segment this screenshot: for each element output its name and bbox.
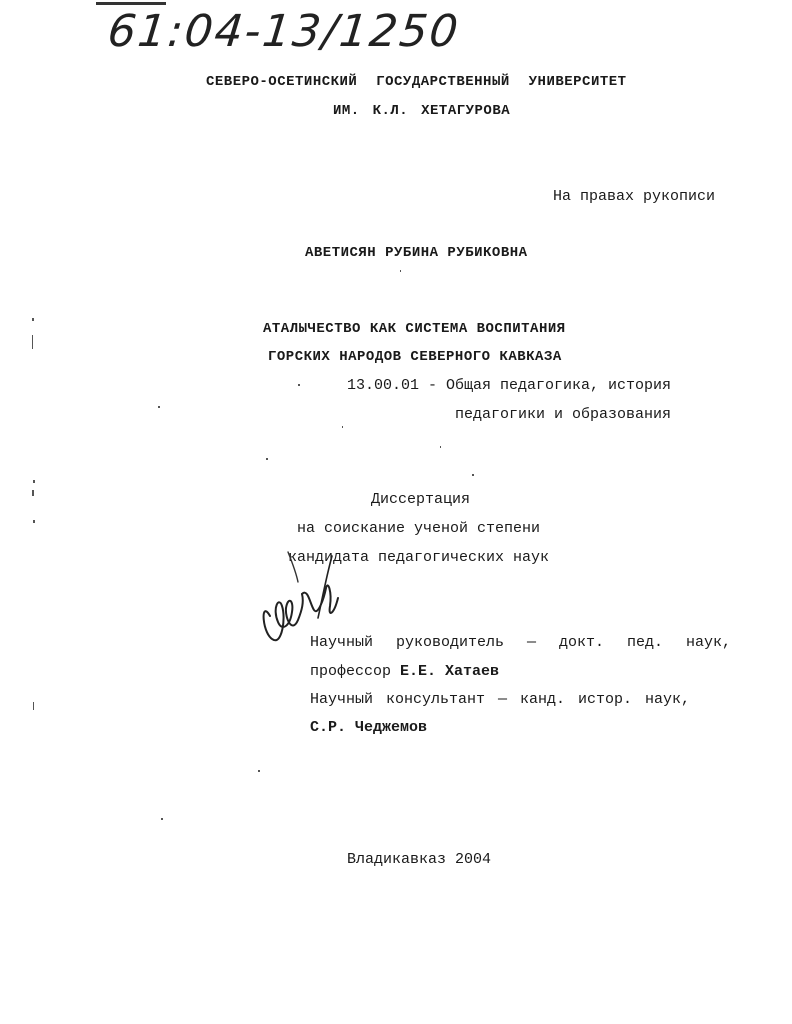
thesis-title-line-2: ГОРСКИХ НАРОДОВ СЕВЕРНОГО КАВКАЗА — [268, 349, 562, 365]
dissertation-type: Диссертация — [371, 491, 471, 508]
supervisor-role: Научный руководитель — докт. пед. наук, — [310, 634, 732, 651]
scan-speck — [32, 335, 33, 349]
thesis-title-line-1: АТАЛЫЧЕСТВО КАК СИСТЕМА ВОСПИТАНИЯ — [263, 321, 566, 337]
supervisor-title: профессор — [310, 663, 392, 680]
scan-speck — [33, 480, 35, 483]
scan-speck — [298, 384, 300, 386]
scan-speck — [266, 458, 268, 460]
pen-stroke-mark — [96, 2, 166, 5]
scan-speck — [33, 702, 34, 710]
author-name: АВЕТИСЯН РУБИНА РУБИКОВНА — [305, 245, 528, 261]
consultant-name: С.Р. Чеджемов — [310, 719, 428, 736]
scan-speck — [342, 426, 343, 428]
scan-speck — [400, 270, 401, 272]
scan-speck — [440, 446, 441, 448]
scan-speck — [32, 318, 34, 321]
specialty-code-line-2: педагогики и образования — [455, 406, 672, 423]
scan-speck — [33, 520, 35, 523]
supervisor-line — [310, 663, 499, 680]
handwritten-catalog-number: 61:04-13/1250 — [105, 6, 463, 57]
manuscript-rights-note: На правах рукописи — [553, 188, 716, 205]
degree-line-2: кандидата педагогических наук — [288, 549, 550, 566]
consultant-role: Научный консультант — канд. истор. наук, — [310, 691, 691, 708]
supervisor-name: Е.Е. Хатаев — [400, 663, 500, 680]
university-name: СЕВЕРО-ОСЕТИНСКИЙ ГОСУДАРСТВЕННЫЙ УНИВЕРСИТЕТ — [206, 74, 627, 90]
specialty-code-line-1: 13.00.01 - Общая педагогика, история — [347, 377, 672, 394]
scan-speck — [258, 770, 260, 772]
university-named-after: ИМ. К.Л. ХЕТАГУРОВА — [333, 103, 511, 119]
scan-speck — [472, 474, 474, 476]
scan-speck — [32, 490, 34, 496]
scan-speck — [161, 818, 163, 820]
scan-speck — [158, 406, 160, 408]
city-and-year: Владикавказ 2004 — [347, 851, 492, 868]
degree-line-1: на соискание ученой степени — [297, 520, 541, 537]
